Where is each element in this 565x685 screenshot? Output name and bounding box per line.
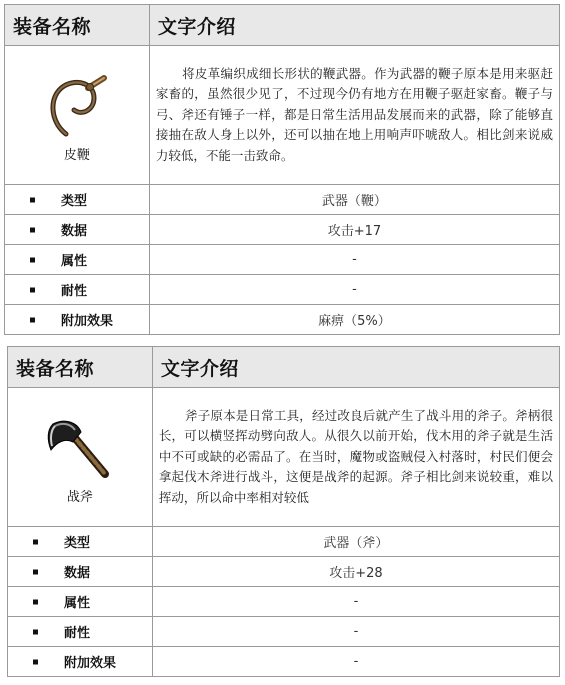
battle-axe-icon: [45, 416, 115, 482]
intro-row: [8, 388, 560, 527]
stat-label: 数据: [5, 215, 150, 245]
stat-label: 属性: [5, 245, 150, 275]
header-description: 文字介绍: [152, 347, 559, 388]
stat-value: -: [149, 245, 559, 275]
stat-value: -: [149, 275, 559, 305]
stat-row-data: [5, 215, 560, 245]
stat-label: 附加效果: [8, 647, 153, 677]
item-name: 皮鞭: [63, 147, 90, 163]
stat-label: 耐性: [8, 617, 153, 647]
stat-row-extra-effect: [8, 647, 560, 677]
stat-label: 属性: [8, 587, 153, 617]
stat-label: 数据: [8, 557, 153, 587]
stat-label: 附加效果: [5, 305, 150, 335]
item-name: 战斧: [66, 489, 93, 505]
stat-value: 武器（鞭）: [149, 185, 559, 215]
item-description: 将皮革编织成细长形状的鞭武器。作为武器的鞭子原本是用来驱赶家畜的，虽然很少见了，不过现今仍有地方在用鞭子驱赶家畜。鞭子与弓、斧还有锤子一样，都是日常生活用品发展而来的武器，除了能够直接抽在敌人身上以外，还可以抽在地上用响声吓唬敌人。相比剑来说威力较低，不能一击致命。: [149, 46, 559, 185]
equipment-card-battle-axe: [7, 346, 560, 677]
stat-row-resistance: [5, 275, 560, 305]
header-row: [5, 5, 560, 46]
header-equipment-name: 装备名称: [8, 347, 153, 388]
whip-icon: [44, 74, 110, 140]
stat-row-type: [5, 185, 560, 215]
stat-value: -: [152, 617, 559, 647]
stat-row-extra-effect: [5, 305, 560, 335]
stat-row-data: [8, 557, 560, 587]
stat-value: 攻击+28: [152, 557, 559, 587]
stat-value: 攻击+17: [149, 215, 559, 245]
stat-value: 麻痹（5%）: [149, 305, 559, 335]
stat-value: 武器（斧）: [152, 527, 559, 557]
item-cell: [8, 388, 153, 527]
stat-label: 类型: [8, 527, 153, 557]
stat-row-attribute: [8, 587, 560, 617]
stat-value: -: [152, 647, 559, 677]
item-cell: [5, 46, 150, 185]
header-description: 文字介绍: [149, 5, 559, 46]
stat-row-type: [8, 527, 560, 557]
equipment-card-whip: [4, 4, 560, 335]
stat-row-attribute: [5, 245, 560, 275]
stat-row-resistance: [8, 617, 560, 647]
intro-row: [5, 46, 560, 185]
stat-value: -: [152, 587, 559, 617]
header-row: [8, 347, 560, 388]
header-equipment-name: 装备名称: [5, 5, 150, 46]
stat-label: 耐性: [5, 275, 150, 305]
stat-label: 类型: [5, 185, 150, 215]
item-description: 斧子原本是日常工具，经过改良后就产生了战斗用的斧子。斧柄很长，可以横竖挥动劈向敌人。从很久以前开始，伐木用的斧子就是生活中不可或缺的必需品了。在当时，魔物或盗贼侵入村落时，村民们便会拿起伐木斧进行战斗，这便是战斧的起源。斧子相比剑来说较重，难以挥动，所以命中率相对较低: [152, 388, 559, 527]
